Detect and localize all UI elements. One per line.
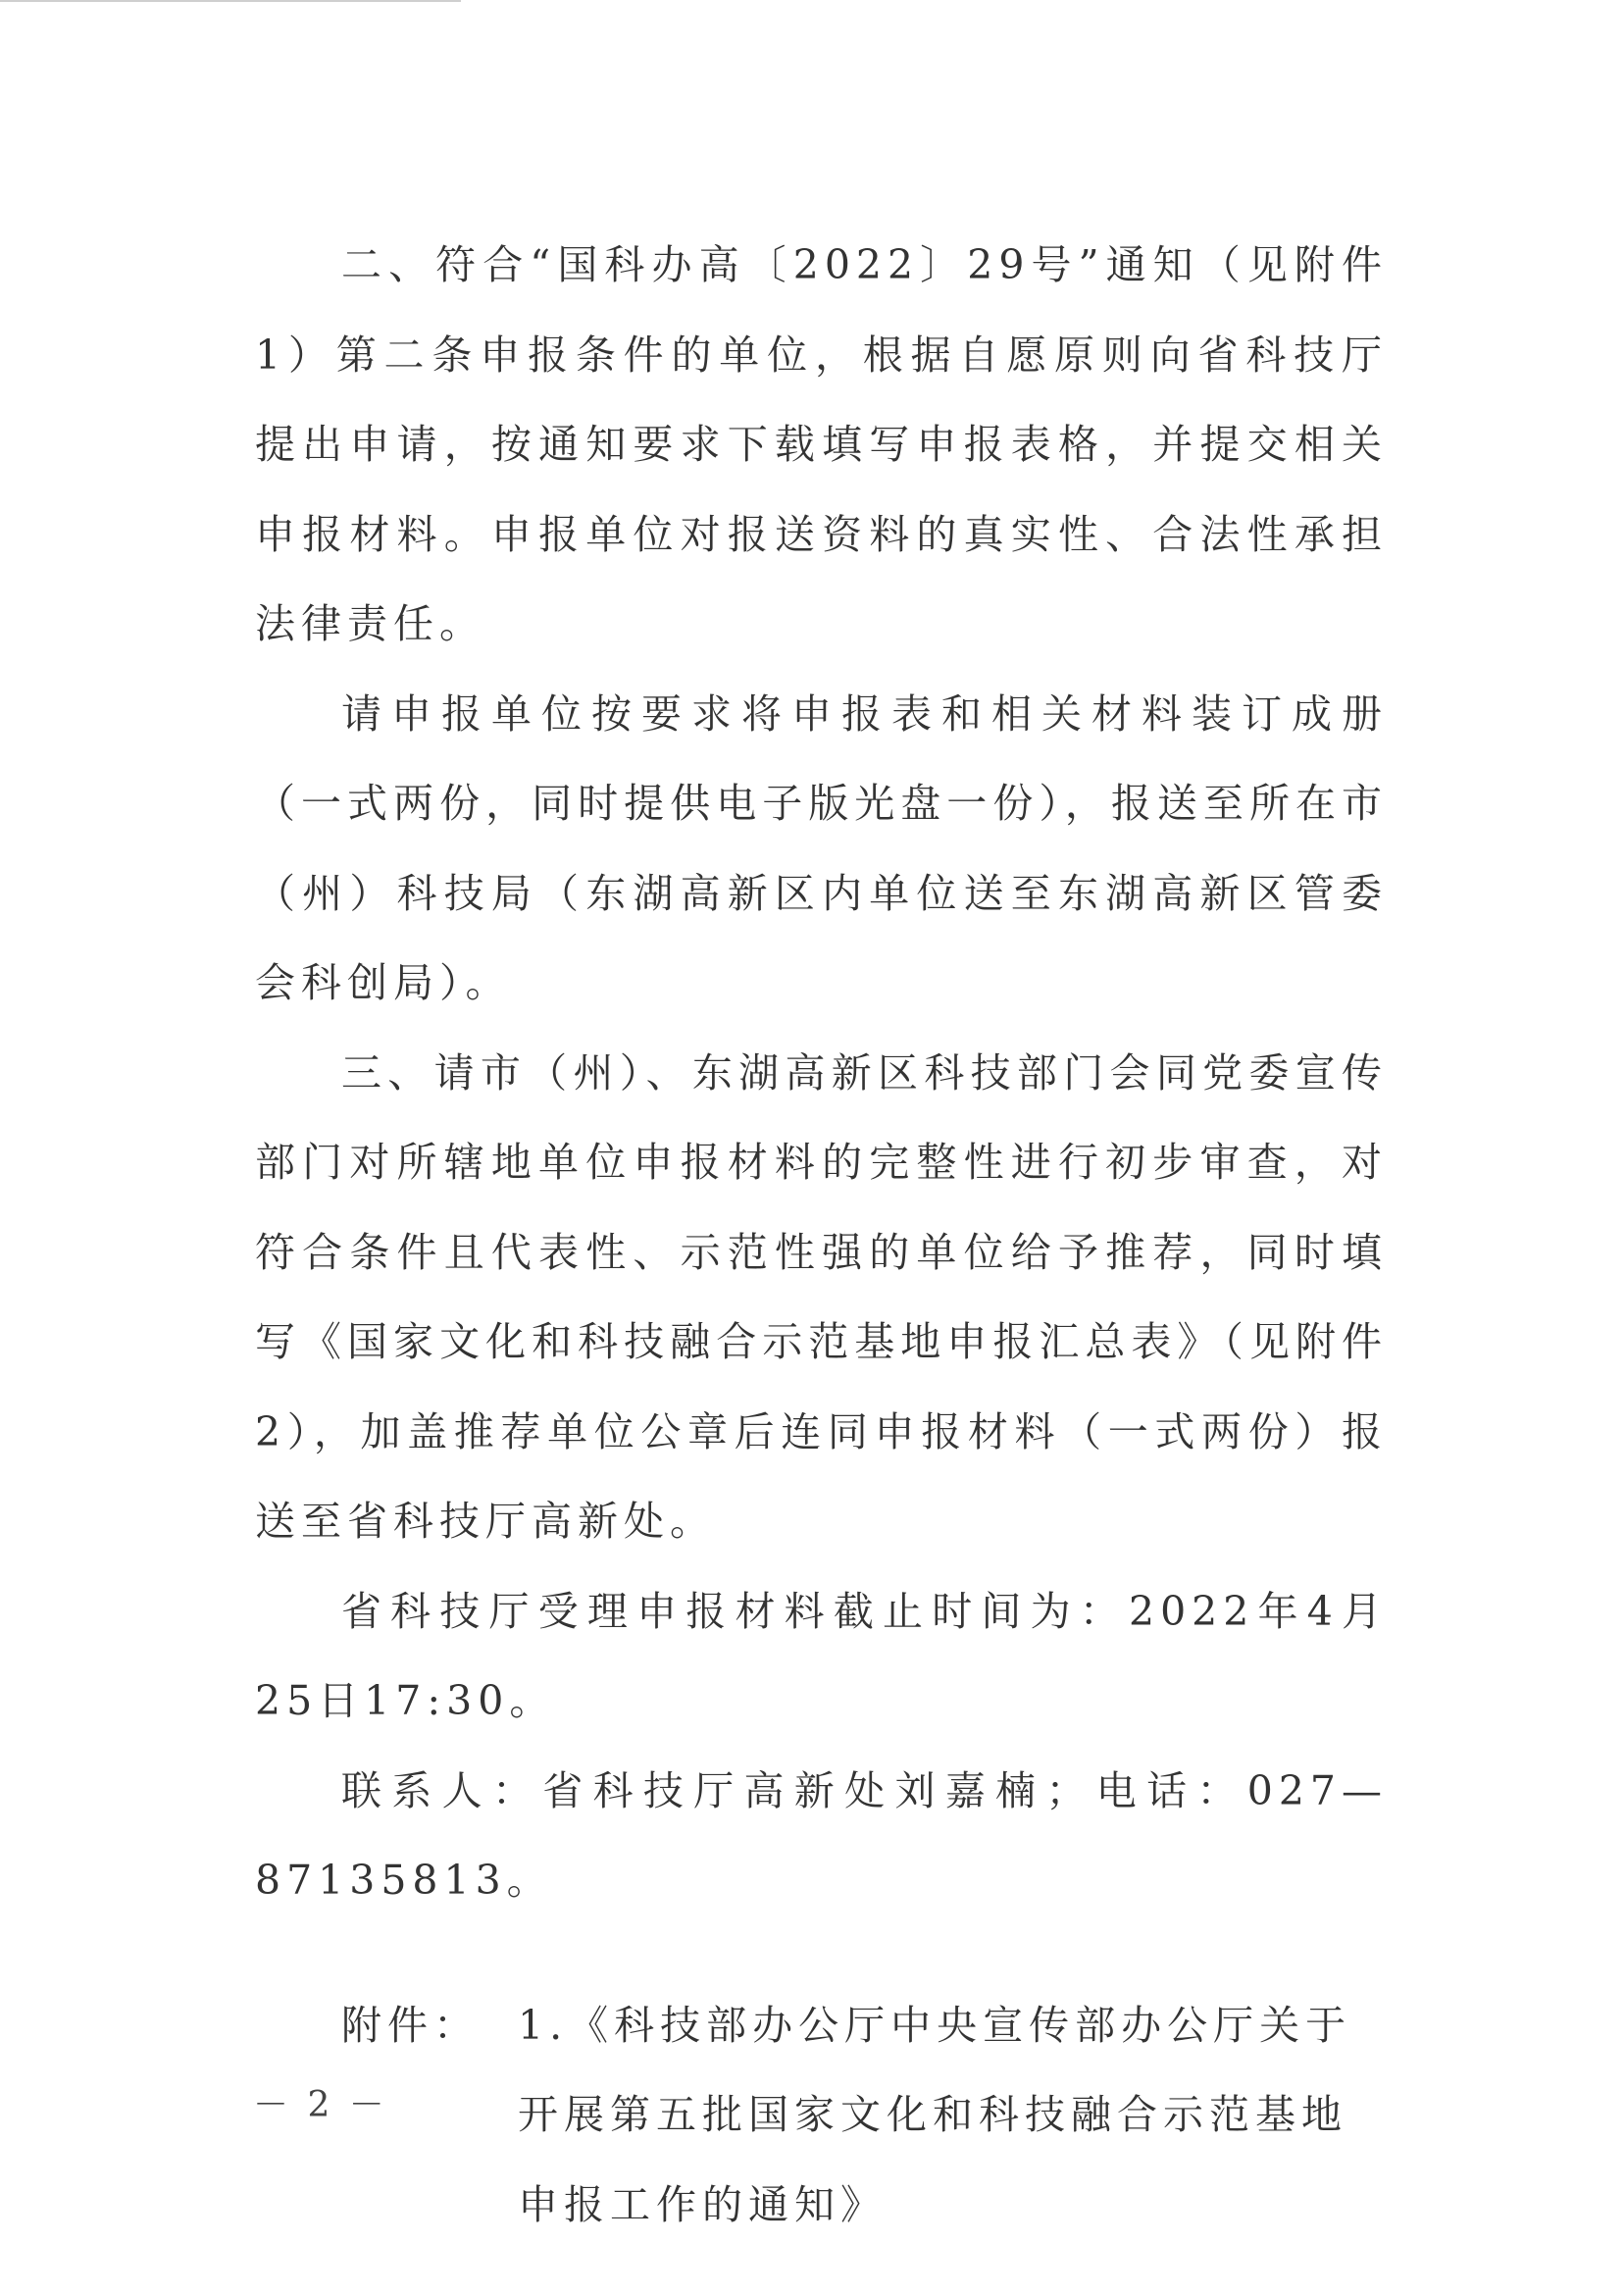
paragraph-submission-instructions: 请申报单位按要求将申报表和相关材料装订成册（一式两份，同时提供电子版光盘一份），报送至所在市（州）科技局（东湖高新区内单位送至东湖高新区管委会科创局）。 [255, 689, 1388, 1006]
paragraph-application-conditions: 二、符合“国科办高〔2022〕29号”通知（见附件1）第二条申报条件的单位，根据自愿原则向省科技厅提出申请，按通知要求下载填写申报表格，并提交相关申报材料。申报单位对报送资料的真实性、合法性承担法律责任。 [255, 241, 1388, 647]
scan-edge-line [0, 0, 461, 2]
paragraph-contact: 联系人：省科技厅高新处刘嘉楠；电话：027—87135813。 [255, 1766, 1388, 1904]
page-number: － 2 － [253, 2085, 388, 2125]
paragraph-spacer [255, 1926, 1388, 1981]
attachment-label: 附件： [341, 2001, 480, 2049]
paragraph-review-recommendation: 三、请市（州）、东湖高新区科技部门会同党委宣传部门对所辖地单位申报材料的完整性进行初步审查，对符合条件且代表性、示范性强的单位给予推荐，同时填写《国家文化和科技融合示范基地申报汇总表》（见附件2），加盖推荐单位公章后连同申报材料（一式两份）报送至省科技厅高新处。 [255, 1048, 1388, 1545]
attachment-item: 1.《科技部办公厅中央宣传部办公厅关于开展第五批国家文化和科技融合示范基地申报工作的通知》 [518, 2001, 1352, 2228]
attachment-block [255, 1981, 1388, 2251]
document-body [255, 221, 1388, 2250]
paragraph-deadline: 省科技厅受理申报材料截止时间为：2022年4月25日17:30。 [255, 1587, 1388, 1724]
